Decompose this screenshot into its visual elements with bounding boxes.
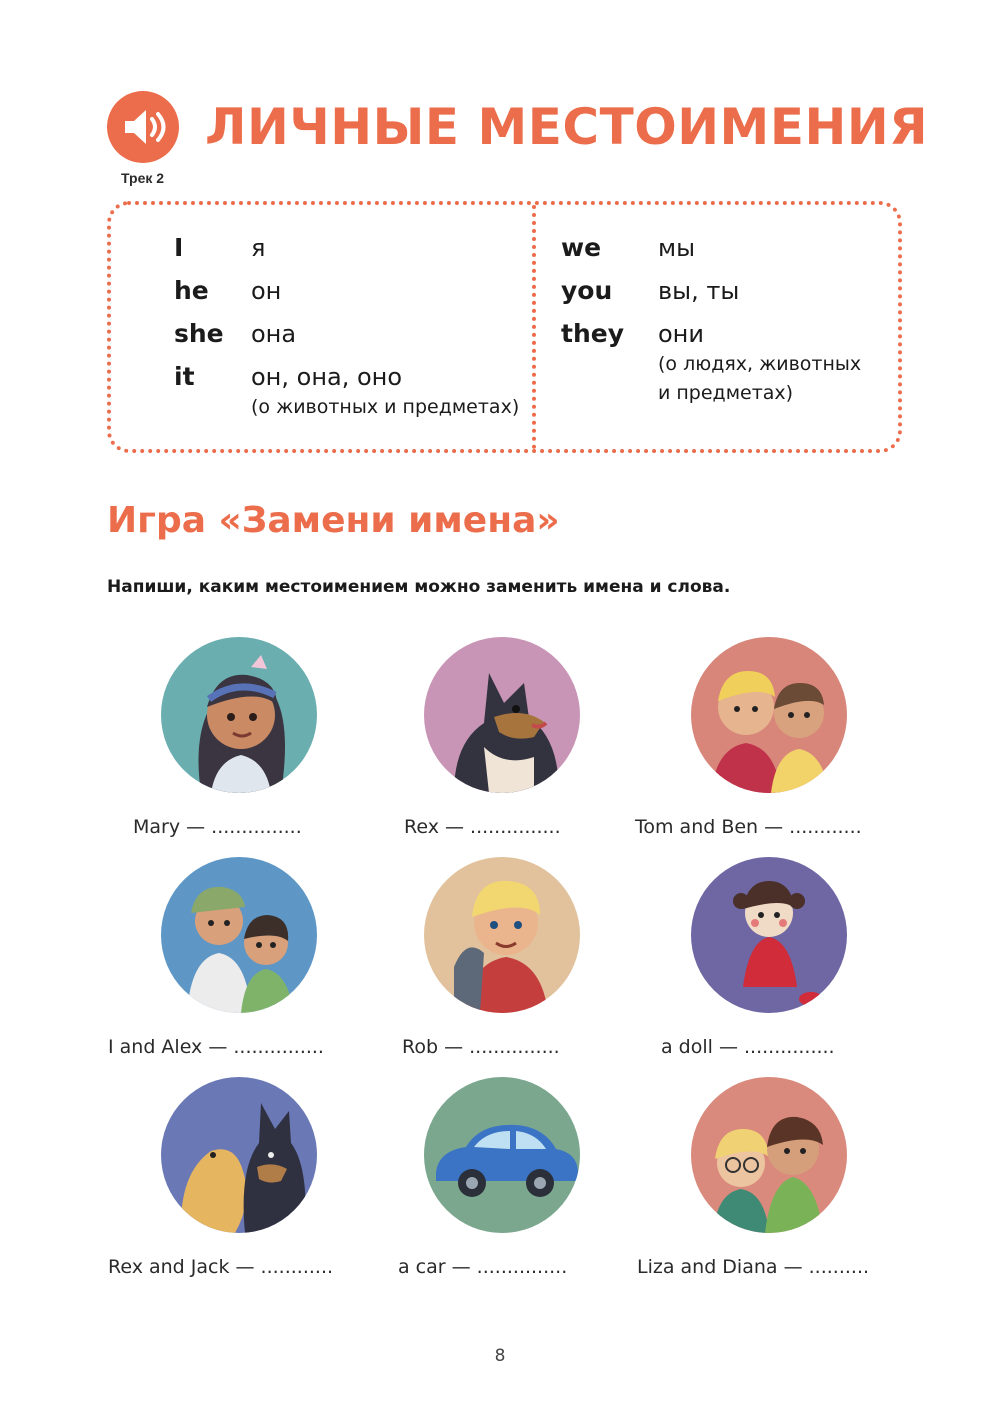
pronoun-ru: он, она, оно bbox=[251, 363, 403, 391]
two-boys-illustration bbox=[691, 637, 847, 793]
rob-caption: Rob — ............... bbox=[402, 1036, 560, 1058]
pronoun-ru: мы bbox=[658, 234, 696, 262]
liza-and-diana-caption: Liza and Diana — .......... bbox=[637, 1256, 870, 1278]
game-title: Игра «Замени имена» bbox=[107, 500, 560, 541]
two-girls-illustration bbox=[691, 1077, 847, 1233]
game-instruction: Напиши, каким местоимением можно заменить имена и слова. bbox=[107, 577, 731, 597]
pronoun-ru: они bbox=[658, 320, 704, 348]
page-number: 8 bbox=[494, 1346, 506, 1366]
pronoun-en: he bbox=[174, 276, 209, 305]
pronoun-en: they bbox=[561, 319, 625, 348]
boy-with-backpack-illustration bbox=[424, 857, 580, 1013]
pronoun-note: (о людях, животных bbox=[658, 353, 862, 375]
rex-and-jack-caption: Rex and Jack — ............ bbox=[108, 1256, 334, 1278]
pronoun-ru: вы, ты bbox=[658, 277, 740, 305]
pronoun-en: we bbox=[561, 233, 602, 262]
pronoun-ru: я bbox=[251, 234, 266, 262]
pronoun-en: it bbox=[174, 362, 195, 391]
pronoun-table-divider bbox=[532, 205, 536, 449]
pronoun-ru: она bbox=[251, 320, 297, 348]
pronoun-en: you bbox=[561, 276, 613, 305]
tom-and-ben-caption: Tom and Ben — ............ bbox=[635, 816, 862, 838]
boy-and-girl-illustration bbox=[161, 857, 317, 1013]
two-dogs-illustration bbox=[161, 1077, 317, 1233]
blue-car-illustration bbox=[424, 1077, 580, 1233]
doll-illustration bbox=[691, 857, 847, 1013]
a-doll-caption: a doll — ............... bbox=[661, 1036, 835, 1058]
page-title: ЛИЧНЫЕ МЕСТОИМЕНИЯ bbox=[205, 98, 929, 156]
mary-caption: Mary — ............... bbox=[133, 816, 302, 838]
pronoun-ru: он bbox=[251, 277, 282, 305]
pronoun-note: и предметах) bbox=[658, 382, 794, 404]
pronoun-en: I bbox=[174, 233, 184, 262]
speaker-icon[interactable] bbox=[107, 91, 179, 163]
girl-with-butterfly-illustration bbox=[161, 637, 317, 793]
a-car-caption: a car — ............... bbox=[398, 1256, 568, 1278]
track-label: Трек 2 bbox=[121, 170, 165, 186]
pronoun-en: she bbox=[174, 319, 224, 348]
pronoun-note: (о животных и предметах) bbox=[251, 396, 520, 418]
i-and-alex-caption: I and Alex — ............... bbox=[108, 1036, 324, 1058]
rex-caption: Rex — ............... bbox=[404, 816, 561, 838]
dog-rex-illustration bbox=[424, 637, 580, 793]
